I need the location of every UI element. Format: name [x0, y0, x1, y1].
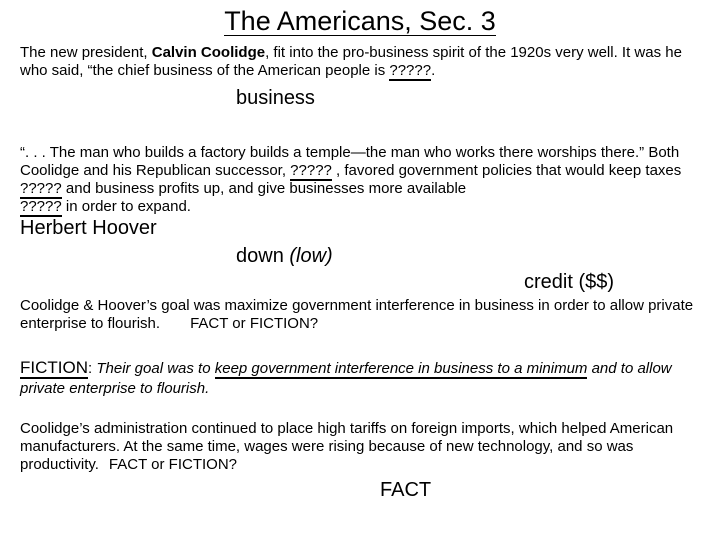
- paragraph-goal-question: [20, 297, 700, 333]
- p1-text-c: .: [431, 62, 436, 79]
- p3-text: Coolidge & Hoover’s goal was maximize government interference in business in order to allow private enterprise to flourish.: [20, 297, 694, 332]
- p3-fact-or-fiction: FACT or FICTION?: [190, 315, 319, 332]
- answer-down-low: [236, 244, 333, 268]
- answer-credit: credit ($$): [524, 271, 615, 293]
- answer-low: (low): [289, 245, 333, 267]
- p2-text-a: “. . . The man who builds a factory builds a temple—the man who works there worships there.” Both Coolidge and his Republican successor,: [20, 144, 680, 179]
- paragraph-tariffs-question: [20, 420, 700, 474]
- p2-text-c: and business profits up, and give businesses more available: [61, 180, 467, 197]
- paragraph-coolidge-quote: [20, 44, 700, 80]
- answer-business: business: [236, 87, 315, 109]
- p2-blank-3: ?????: [20, 198, 62, 215]
- p1-text-b: , fit into the pro-business spirit of the 1920s very well. It was he who said, “the chief business of the American people is: [20, 44, 682, 79]
- p2-text-d: in order to expand.: [61, 198, 191, 215]
- p4-fact-or-fiction: FACT or FICTION?: [108, 456, 237, 473]
- p1-name: Calvin Coolidge: [151, 44, 266, 61]
- p1-text-a: The new president,: [20, 44, 152, 61]
- answer-herbert-hoover: Herbert Hoover: [20, 217, 157, 239]
- answer-fact: FACT: [380, 479, 432, 501]
- answer-fiction-keep-minimum: keep government interference in business to a minimum: [214, 360, 588, 377]
- answer-down: down: [236, 245, 284, 267]
- answer-fiction-text-a: Their goal was to: [96, 360, 215, 377]
- slide-title-text: The Americans, Sec. 3: [224, 6, 496, 36]
- answer-fiction-label: FICTION: [20, 358, 88, 377]
- answer-fiction-text-c: and to allow private enterprise to flourish.: [20, 360, 672, 397]
- p2-blank-2: ?????: [20, 180, 62, 197]
- p2-blank-1: ?????: [290, 162, 332, 179]
- answer-fiction-colon: :: [88, 360, 93, 377]
- p1-blank: ?????: [389, 62, 432, 79]
- paragraph-factory-temple: [20, 144, 700, 216]
- p4-text: Coolidge’s administration continued to place high tariffs on foreign imports, which helped American manufacturers. At the same time, wages were rising because of new technology, and so was productivity.: [20, 420, 674, 473]
- answer-fiction-explanation: [20, 358, 705, 399]
- slide-title: [0, 4, 720, 38]
- p2-text-b: , favored government policies that would keep taxes: [331, 162, 682, 179]
